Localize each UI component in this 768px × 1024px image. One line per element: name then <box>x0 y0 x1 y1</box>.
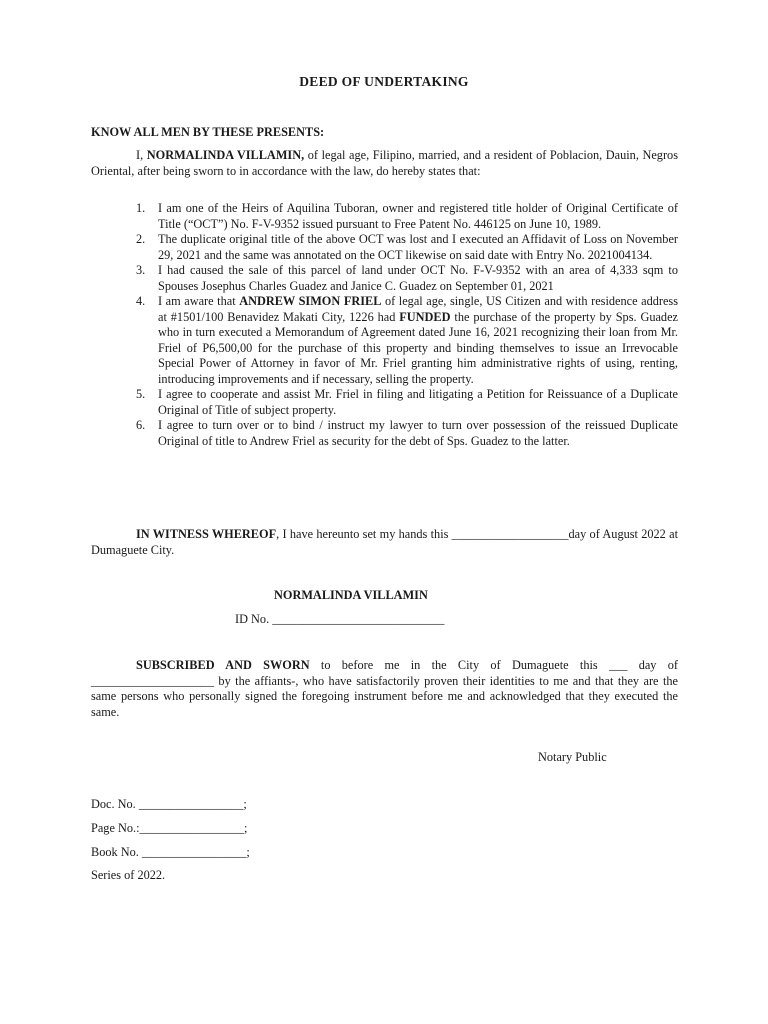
document-title: DEED OF UNDERTAKING <box>299 74 469 89</box>
item-number: 6. <box>136 418 146 432</box>
item-text: I agree to cooperate and assist Mr. Friel in filing and litigating a Petition for Reissuance of a Duplicate Original of Title of subject property. <box>158 387 678 417</box>
book-number-line: Book No. _________________; <box>91 845 250 859</box>
jurat-text: to before me in the City of Dumaguete this ___ day of ____________________ by the affiants-, who have satisfactorily proven their identities to me and that they are the same persons who personally signed the foregoing instrument before me and acknowledged that they executed the same. <box>91 658 678 719</box>
signatory-name: NORMALINDA VILLAMIN <box>274 588 428 602</box>
jurat-paragraph <box>91 658 678 720</box>
item-text: I agree to turn over or to bind / instruct my lawyer to turn over possession of the reissued Duplicate Original of title to Andrew Friel as security for the debt of Sps. Guadez to the latter. <box>158 418 678 448</box>
funder-name: ANDREW SIMON FRIEL <box>239 294 382 308</box>
list-item <box>91 201 678 232</box>
item-number: 2. <box>136 232 146 246</box>
funded-emphasis: FUNDED <box>399 309 451 324</box>
intro-heading: KNOW ALL MEN BY THESE PRESENTS: <box>91 125 325 139</box>
list-item <box>91 387 678 418</box>
item-number: 4. <box>136 294 146 308</box>
jurat-lead: SUBSCRIBED AND SWORN <box>136 658 310 672</box>
page-number-line: Page No.:_________________; <box>91 821 248 835</box>
series-line: Series of 2022. <box>91 868 166 882</box>
witness-paragraph <box>91 527 678 558</box>
undertaking-list <box>91 201 678 449</box>
doc-number-line: Doc. No. _________________; <box>91 797 247 811</box>
item-text: I am one of the Heirs of Aquilina Tuboran, owner and registered title holder of Original Certificate of Title (“OCT”) No. F-V-9352 issued pursuant to Free Patent No. 446125 on June 10, 1989. <box>158 201 678 231</box>
affiant-prefix: I, <box>136 148 147 162</box>
item-text: The duplicate original title of the above OCT was lost and I executed an Affidavit of Loss on November 29, 2021 and the same was annotated on the OCT likewise on said date with Entry No. 2021004134. <box>158 232 678 262</box>
id-number-line: ID No. ____________________________ <box>235 612 445 626</box>
affiant-paragraph <box>91 148 678 179</box>
item-text: I had caused the sale of this parcel of land under OCT No. F-V-9352 with an area of 4,333 sqm to Spouses Josephus Charles Guadez and Janice C. Guadez on September 01, 2021 <box>158 263 678 293</box>
item-text: I am aware that <box>158 294 240 308</box>
list-item <box>91 418 678 449</box>
item-number: 5. <box>136 387 146 401</box>
notary-public-label: Notary Public <box>538 750 607 764</box>
list-item <box>91 232 678 263</box>
list-item <box>91 263 678 294</box>
item-number: 3. <box>136 263 146 277</box>
item-text: of legal age, single, US Citizen and with residence address at #1501/100 Benavidez Makati City, 1226 had <box>158 294 678 324</box>
list-item <box>91 294 678 387</box>
item-number: 1. <box>136 201 146 215</box>
affiant-name: NORMALINDA VILLAMIN, <box>146 148 305 162</box>
item-text: the purchase of the property by Sps. Guadez who in turn executed a Memorandum of Agreement dated June 16, 2021 recognizing their loan from Mr. Friel of P6,500,00 for the purchase of this property and binding themselves to issue an Irrevocable Special Power of Attorney in favor of Mr. Friel granting him administrative rights of using, renting, introducing improvements and if necessary, selling the property. <box>158 309 678 386</box>
witness-text: , I have hereunto set my hands this ___________________day of August 2022 at Dumaguete City. <box>91 527 679 557</box>
witness-lead: IN WITNESS WHEREOF <box>136 527 277 541</box>
affiant-text: of legal age, Filipino, married, and a resident of Poblacion, Dauin, Negros Oriental, after being sworn to in accordance with the law, do hereby states that: <box>91 148 678 178</box>
